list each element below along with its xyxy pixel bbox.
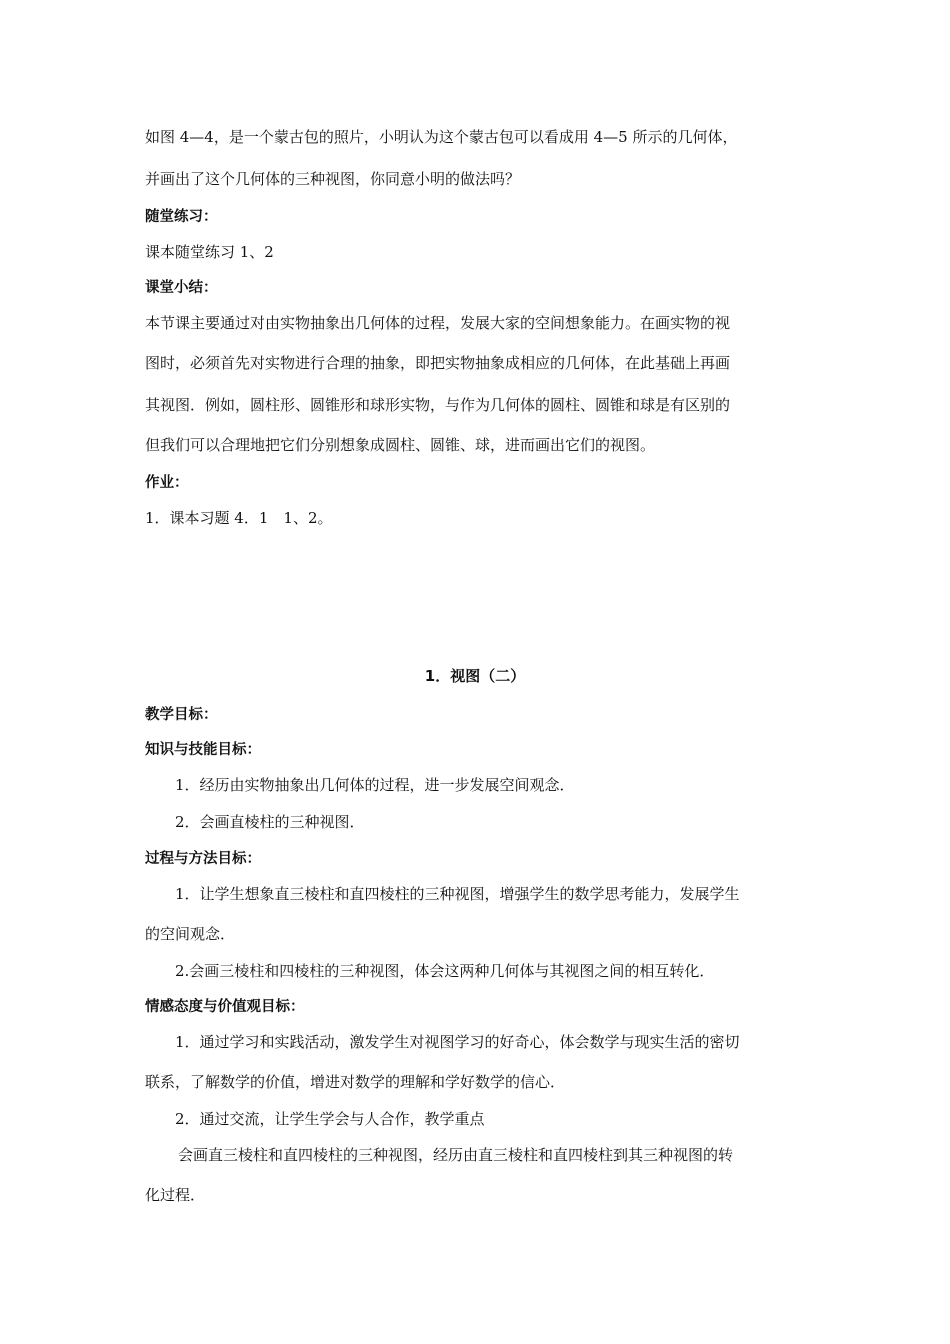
emotion-item-line: 联系，了解数学的价值，增进对数学的理解和学好数学的信心． bbox=[145, 1073, 566, 1091]
heading-knowledge: 知识与技能目标： bbox=[145, 742, 261, 758]
knowledge-item: 2．会画直棱柱的三种视图． bbox=[175, 813, 365, 831]
summary-line: 图时，必须首先对实物进行合理的抽象，即把实物抽象成相应的几何体，在此基础上再画 bbox=[145, 354, 731, 372]
knowledge-item: 1．经历由实物抽象出几何体的过程，进一步发展空间观念． bbox=[175, 776, 575, 794]
process-item-line: 1．让学生想象直三棱柱和直四棱柱的三种视图，增强学生的数学思考能力，发展学生 bbox=[175, 885, 740, 903]
key-point-line: 化过程． bbox=[145, 1186, 206, 1204]
emotion-item: 2．通过交流，让学生学会与人合作，教学重点 bbox=[175, 1110, 485, 1128]
summary-line: 但我们可以合理地把它们分别想象成圆柱、圆锥、球，进而画出它们的视图。 bbox=[145, 436, 656, 454]
homework-text: 1．课本习题 4．1 1、2。 bbox=[145, 509, 333, 527]
heading-emotion: 情感态度与价值观目标： bbox=[145, 999, 305, 1015]
emotion-item-line: 1．通过学习和实践活动，激发学生对视图学习的好奇心，体会数学与现实生活的密切 bbox=[175, 1033, 740, 1051]
process-item: 2.会画三棱柱和四棱柱的三种视图，体会这两种几何体与其视图之间的相互转化． bbox=[175, 962, 715, 980]
practice-text: 课本随堂练习 1、2 bbox=[145, 243, 274, 261]
heading-goals: 教学目标： bbox=[145, 707, 218, 723]
key-point-line: 会画直三棱柱和直四棱柱的三种视图，经历由直三棱柱和直四棱柱到其三种视图的转 bbox=[178, 1146, 734, 1164]
heading-summary: 课堂小结： bbox=[145, 280, 218, 296]
section-title: 1．视图（二） bbox=[424, 667, 526, 685]
paragraph-line: 并画出了这个几何体的三种视图，你同意小明的做法吗？ bbox=[145, 170, 521, 188]
heading-homework: 作业： bbox=[145, 475, 189, 491]
heading-process: 过程与方法目标： bbox=[145, 851, 261, 867]
heading-practice: 随堂练习： bbox=[145, 209, 218, 225]
summary-line: 其视图．例如，圆柱形、圆锥形和球形实物，与作为几何体的圆柱、圆锥和球是有区别的 bbox=[145, 396, 731, 414]
paragraph-line: 如图 4—4，是一个蒙古包的照片，小明认为这个蒙古包可以看成用 4—5 所示的几何体， bbox=[145, 128, 738, 146]
process-item-line: 的空间观念． bbox=[145, 925, 236, 943]
summary-line: 本节课主要通过对由实物抽象出几何体的过程，发展大家的空间想象能力。在画实物的视 bbox=[145, 314, 731, 332]
